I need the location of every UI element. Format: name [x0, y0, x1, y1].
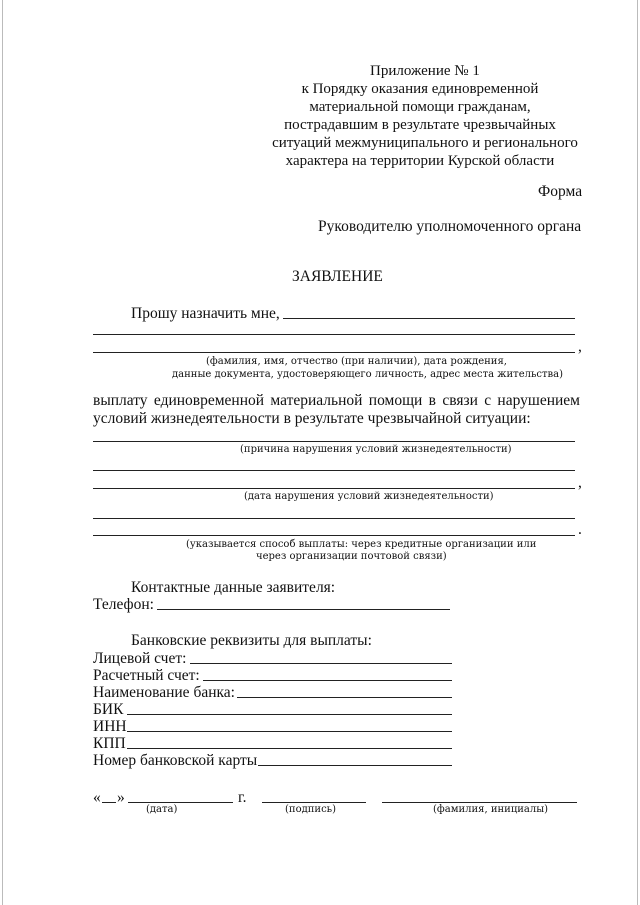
settlement-account-label: Расчетный счет:	[93, 667, 200, 684]
date-quote-open: «	[93, 789, 101, 806]
method-dot: .	[578, 521, 582, 538]
bank-title: Банковские реквизиты для выплаты:	[131, 632, 372, 649]
card-number-line[interactable]	[258, 765, 452, 766]
date-hint-sign: (дата)	[146, 804, 178, 815]
phone-line[interactable]	[157, 609, 450, 610]
inn-label: ИНН	[93, 718, 127, 735]
settlement-account-line[interactable]	[203, 680, 452, 681]
applicant-line-1[interactable]	[283, 318, 575, 319]
name-hint: (фамилия, инициалы)	[433, 804, 549, 815]
personal-account-label: Лицевой счет:	[93, 650, 187, 667]
applicant-hint-1: (фамилия, имя, отчество (при наличии), дата рождения,	[206, 356, 507, 367]
form-label: Форма	[538, 183, 583, 200]
reason-hint: (причина нарушения условий жизнедеятельности)	[240, 444, 512, 455]
payment-line-1: выплату единовременной материальной помощи в связи с нарушением	[93, 392, 580, 409]
contacts-title: Контактные данные заявителя:	[131, 579, 336, 596]
header-line-2: материальной помощи гражданам,	[309, 99, 531, 115]
year-suffix: г.	[238, 789, 247, 806]
applicant-line-2[interactable]	[93, 334, 575, 335]
bik-label: БИК	[93, 701, 124, 718]
method-hint-1: (указывается способ выплаты: через кредитные организации или	[186, 539, 537, 550]
applicant-line-3[interactable]	[93, 352, 575, 353]
appendix-title: Приложение № 1	[370, 63, 480, 79]
month-year-line[interactable]	[128, 802, 233, 803]
reason-line[interactable]	[93, 441, 575, 442]
kpp-label: КПП	[93, 735, 126, 752]
request-intro: Прошу назначить мне,	[131, 305, 280, 322]
bik-line[interactable]	[127, 714, 452, 715]
method-line-2[interactable]	[93, 535, 575, 536]
method-line-1[interactable]	[93, 518, 575, 519]
date-hint: (дата нарушения условий жизнедеятельности)	[244, 491, 494, 502]
signature-line[interactable]	[262, 802, 366, 803]
applicant-hint-2: данные документа, удостоверяющего личность, адрес места жительства)	[172, 369, 564, 380]
date-comma: ,	[578, 474, 582, 491]
method-hint-2: через организации почтовой связи)	[256, 551, 447, 562]
kpp-line[interactable]	[127, 748, 452, 749]
name-initials-line[interactable]	[382, 802, 577, 803]
date-line-1[interactable]	[93, 470, 575, 471]
applicant-comma: ,	[578, 338, 582, 355]
document-title: ЗАЯВЛЕНИЕ	[292, 268, 383, 285]
phone-label: Телефон:	[93, 596, 154, 613]
bank-name-line[interactable]	[237, 697, 452, 698]
header-line-1: к Порядку оказания единовременной	[301, 81, 539, 97]
signature-hint: (подпись)	[285, 804, 337, 815]
header-line-3: пострадавшим в результате чрезвычайных	[284, 117, 556, 133]
personal-account-line[interactable]	[190, 663, 452, 664]
date-quote-close: »	[117, 789, 125, 806]
card-number-label: Номер банковской карты	[93, 752, 258, 769]
bank-name-label: Наименование банка:	[93, 684, 235, 701]
inn-line[interactable]	[127, 731, 452, 732]
date-line-2[interactable]	[93, 488, 575, 489]
day-line[interactable]	[102, 802, 116, 803]
payment-line-2: условий жизнедеятельности в результате чрезвычайной ситуации:	[93, 410, 531, 427]
header-line-4: ситуаций межмуниципального и регионального	[272, 135, 578, 151]
header-line-5: характера на территории Курской области	[285, 153, 555, 169]
addressee: Руководителю уполномоченного органа	[318, 218, 582, 235]
